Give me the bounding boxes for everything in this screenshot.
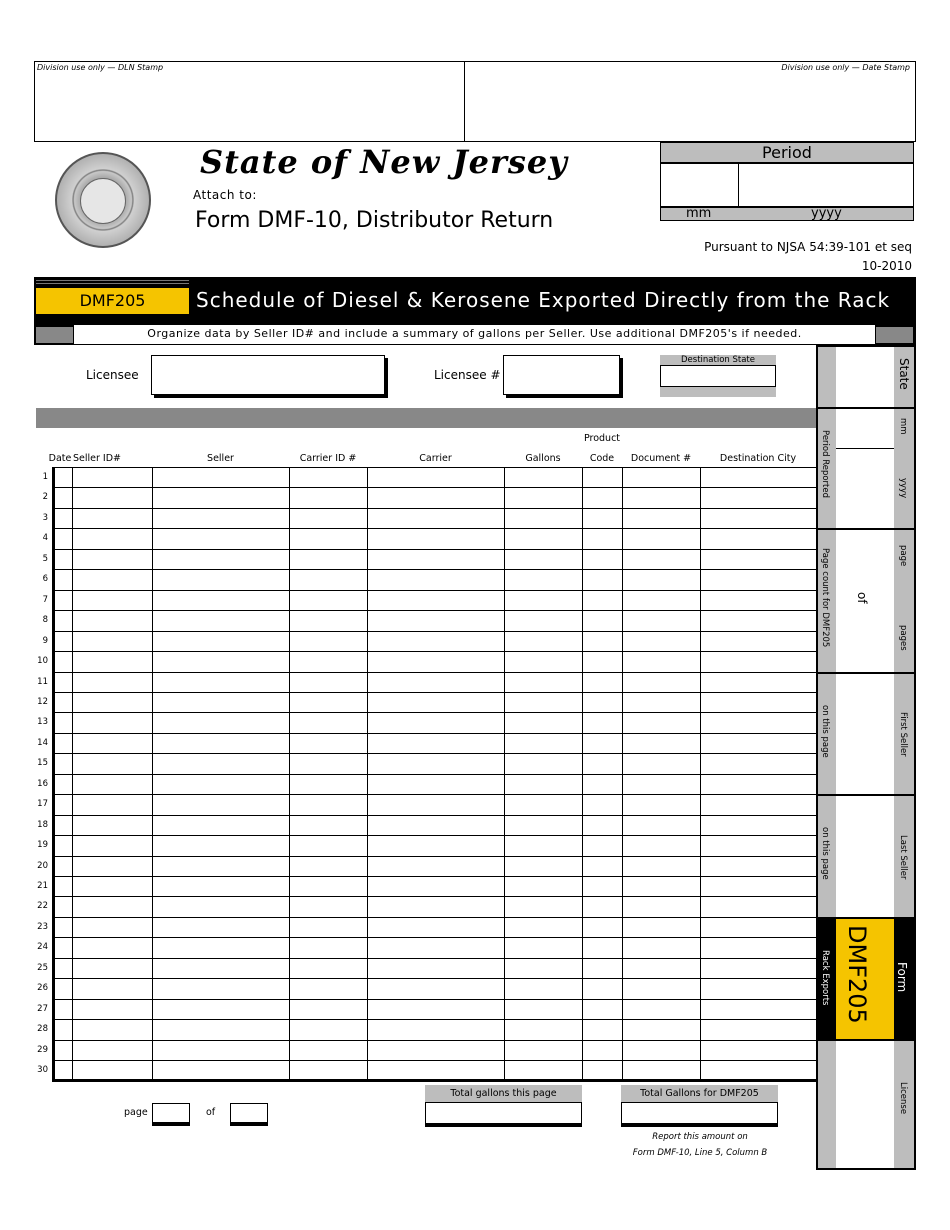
table-row-line [52,753,816,754]
period-yyyy-label: yyyy [811,206,842,221]
report-note [600,1129,800,1161]
table-row-line [52,774,816,775]
of-label: of [206,1107,216,1118]
col-header-document: Document # [630,453,692,464]
row-number: 25 [37,963,48,973]
side-pages-label: pages [898,625,908,651]
table-row-line [52,549,816,550]
col-header-gallons: Gallons [525,453,561,464]
side-on-this-page-1: on this page [820,705,830,758]
table-row-line [52,835,816,836]
row-number: 1 [42,472,48,482]
col-header-code: Code [589,453,615,464]
side-sep-2 [818,528,914,530]
side-gray-left-1 [818,347,836,408]
table-column-line [289,467,290,1080]
row-number: 26 [37,983,48,993]
period-divider [738,163,739,207]
col-header-carrier: Carrier [419,453,452,464]
table-row-line [52,610,816,611]
page-number-input[interactable] [152,1103,190,1123]
side-state-input[interactable] [836,348,894,406]
table-row-line [52,508,816,509]
table-row-line [52,467,816,468]
period-footer [660,207,914,221]
side-gray-left-6 [818,1040,836,1168]
stamp-area [34,61,916,142]
col-header-date: Date [48,453,72,464]
row-number: 7 [42,595,48,605]
licensee-input[interactable] [151,355,385,395]
row-number: 2 [42,492,48,502]
side-of-label: of [855,592,869,604]
table-row-line [52,1081,816,1082]
row-number: 14 [37,738,48,748]
row-number: 6 [42,574,48,584]
table-row-line [52,631,816,632]
form-code-badge: DMF205 [36,288,189,314]
licensee-number-input[interactable] [503,355,620,395]
state-title: State of New Jersey [200,143,568,181]
table-row-line [52,569,816,570]
total-gallons-form-input[interactable] [621,1102,778,1124]
row-number: 28 [37,1024,48,1034]
instruction-bar-left [36,327,73,343]
row-number: 5 [42,554,48,564]
table-row-line [52,937,816,938]
row-number: 24 [37,942,48,952]
table-row-line [52,978,816,979]
table-column-line [152,467,153,1080]
table-row-line [52,712,816,713]
report-note-line1: Report this amount on [652,1132,748,1142]
licensee-label: Licensee [86,368,139,382]
table-row-line [52,1040,816,1041]
table-row-line [52,794,816,795]
side-last-seller-input[interactable] [836,796,894,917]
table-column-line [367,467,368,1080]
table-row-line [52,528,816,529]
schedule-title: Schedule of Diesel & Kerosene Exported Directly from the Rack [196,288,891,312]
row-number: 13 [37,717,48,727]
dln-stamp-label: Division use only — DLN Stamp [37,63,164,72]
side-state-label: State [897,358,911,390]
total-page-label: Total gallons this page [425,1085,582,1102]
instruction-text: Organize data by Seller ID# and include a summary of gallons per Seller. Use additional DMF205's if needed. [74,325,875,344]
table-row-line [52,876,816,877]
form-name: Form DMF-10, Distributor Return [195,208,554,233]
row-number: 17 [37,799,48,809]
row-number: 12 [37,697,48,707]
side-license-input[interactable] [836,1041,894,1166]
table-row-line [52,692,816,693]
destination-state-label: Destination State [681,355,755,365]
table-column-line [72,467,73,1080]
report-note-line2: Form DMF-10, Line 5, Column B [632,1148,768,1158]
table-row-line [52,815,816,816]
side-rack-exports-label: Rack Exports [820,950,830,1006]
side-on-this-page-2: on this page [820,827,830,880]
attach-label: Attach to: [193,188,257,202]
table-row-line [52,651,816,652]
product-header: Product [583,433,621,444]
revision-text: 10-2010 [861,259,912,273]
side-page-label: page [898,545,908,567]
row-number: 10 [37,656,48,666]
stamp-divider [464,61,465,142]
row-number: 16 [37,779,48,789]
side-period-reported-label: Period Reported [820,430,830,499]
row-number: 29 [37,1045,48,1055]
table-row-line [52,999,816,1000]
statute-text: Pursuant to NJSA 54:39-101 et seq [704,240,912,254]
date-stamp-label: Division use only — Date Stamp [781,63,910,72]
col-header-carrier-id: Carrier ID # [299,453,357,464]
period-title: Period [660,142,914,163]
period-input[interactable] [660,163,914,207]
table-column-line [582,467,583,1080]
table-column-line [504,467,505,1080]
total-gallons-page-input[interactable] [425,1102,582,1124]
side-license-label: License [898,1082,908,1115]
side-form-code: DMF205 [843,925,871,1024]
table-row-line [52,733,816,734]
total-pages-input[interactable] [230,1103,268,1123]
side-first-seller-input[interactable] [836,674,894,794]
table-row-line [52,958,816,959]
table-row-line [52,1060,816,1061]
side-yyyy-input[interactable] [836,449,894,528]
row-number: 4 [42,533,48,543]
table-row-line [52,896,816,897]
row-number: 8 [42,615,48,625]
table-row-line [52,856,816,857]
section-bar [36,408,816,428]
side-first-seller-label: First Seller [898,712,908,757]
side-mm-label: mm [898,418,908,435]
row-number: 11 [37,677,48,687]
pursuant-text [704,238,912,276]
row-number: 30 [37,1065,48,1075]
table-column-line [700,467,701,1080]
table-row-line [52,672,816,673]
table-row-line [52,487,816,488]
side-last-seller-label: Last Seller [898,835,908,880]
col-header-seller: Seller [207,453,234,464]
side-page-count-label: Page count for DMF205 [820,548,830,648]
licensee-number-label: Licensee # [434,368,501,382]
page-label: page [124,1107,148,1118]
banner-stripe [36,280,189,284]
row-number: 19 [37,840,48,850]
table-row-line [52,1019,816,1020]
side-mm-input[interactable] [836,408,894,448]
period-mm-label: mm [686,206,712,221]
row-number: 20 [37,861,48,871]
table-column-line [622,467,623,1080]
row-number: 21 [37,881,48,891]
row-number: 23 [37,922,48,932]
destination-state-box [660,355,776,397]
side-yyyy-label: yyyy [898,478,908,499]
table-row-line [52,590,816,591]
period-box [660,142,914,222]
row-number: 3 [42,513,48,523]
side-sep-5 [818,917,914,919]
row-number: 9 [42,636,48,646]
side-form-label: Form [895,962,909,993]
row-number: 18 [37,820,48,830]
table-row-line [52,917,816,918]
row-number: 27 [37,1004,48,1014]
instruction-bar-right [876,327,913,343]
seal-center [80,178,126,224]
destination-state-input[interactable] [660,365,776,387]
row-number: 22 [37,901,48,911]
col-header-destination-city: Destination City [719,453,797,464]
total-form-label: Total Gallons for DMF205 [621,1085,778,1102]
col-header-seller-id: Seller ID# [72,453,121,464]
row-number: 15 [37,758,48,768]
